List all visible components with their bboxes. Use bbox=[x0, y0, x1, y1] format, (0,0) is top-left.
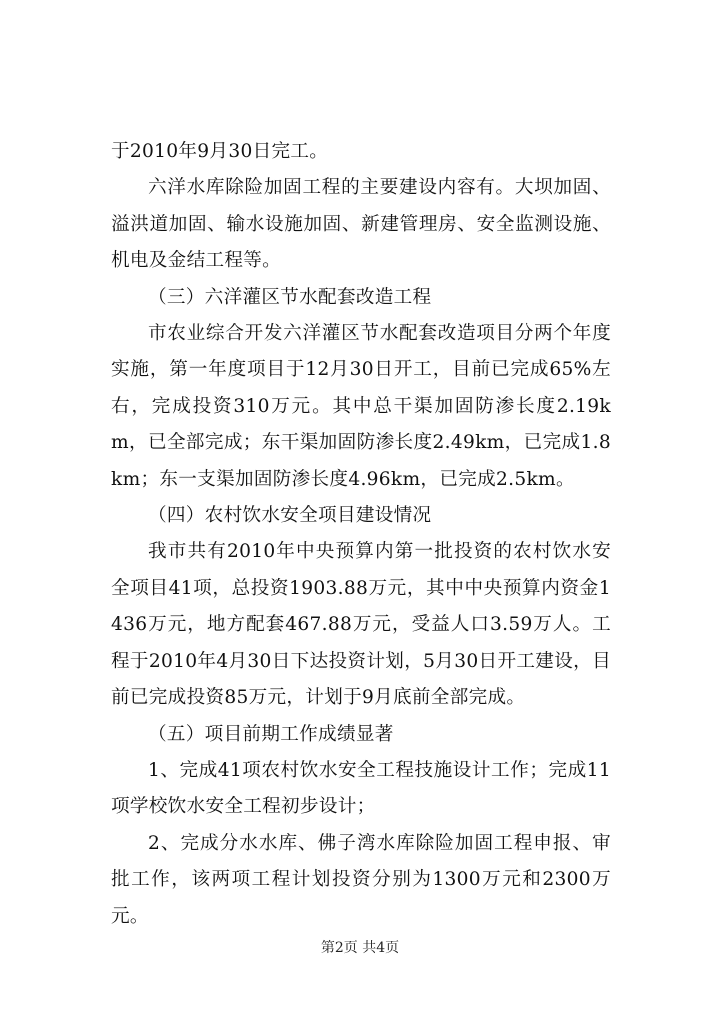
section-heading-4: （四）农村饮水安全项目建设情况 bbox=[148, 505, 432, 527]
section-heading-3: （三）六洋灌区节水配套改造工程 bbox=[148, 286, 432, 308]
paragraph-completion-date: 于2010年9月30日完工。 bbox=[111, 141, 329, 162]
paragraph-irrigation-project: 市农业综合开发六洋灌区节水配套改造项目分两个年度实施，第一年度项目于12月30日开工，目前已完成65%左右，完成投资310万元。其中总干渠加固防渗长度2.19km，已全部完成；东干渠加固防渗长度2.49km，已完成1.8km；东一支渠加固防渗长度4.96km，已完成2.5km。 bbox=[111, 323, 611, 490]
paragraph-liuyang-reservoir-content: 六洋水库除险加固工程的主要建设内容有。大坝加固、溢洪道加固、输水设施加固、新建管理房、安全监测设施、机电及金结工程等。 bbox=[111, 177, 611, 272]
section-heading-5: （五）项目前期工作成绩显著 bbox=[148, 723, 394, 745]
document-body bbox=[111, 134, 611, 935]
paragraph-item-1: 1、完成41项农村饮水安全工程技施设计工作；完成11项学校饮水安全工程初步设计； bbox=[111, 759, 611, 818]
page-number-footer: 第2页 共4页 bbox=[320, 940, 400, 956]
paragraph-item-2: 2、完成分水水库、佛子湾水库除险加固工程申报、审批工作，该两项工程计划投资分别为1300万元和2300万元。 bbox=[111, 832, 611, 927]
paragraph-drinking-water-project: 我市共有2010年中央预算内第一批投资的农村饮水安全项目41项，总投资1903.88万元，其中中央预算内资金1436万元，地方配套467.88万元，受益人口3.59万人。工程于2010年4月30日下达投资计划，5月30日开工建设，目前已完成投资85万元，计划于9月底前全部完成。 bbox=[111, 541, 611, 709]
